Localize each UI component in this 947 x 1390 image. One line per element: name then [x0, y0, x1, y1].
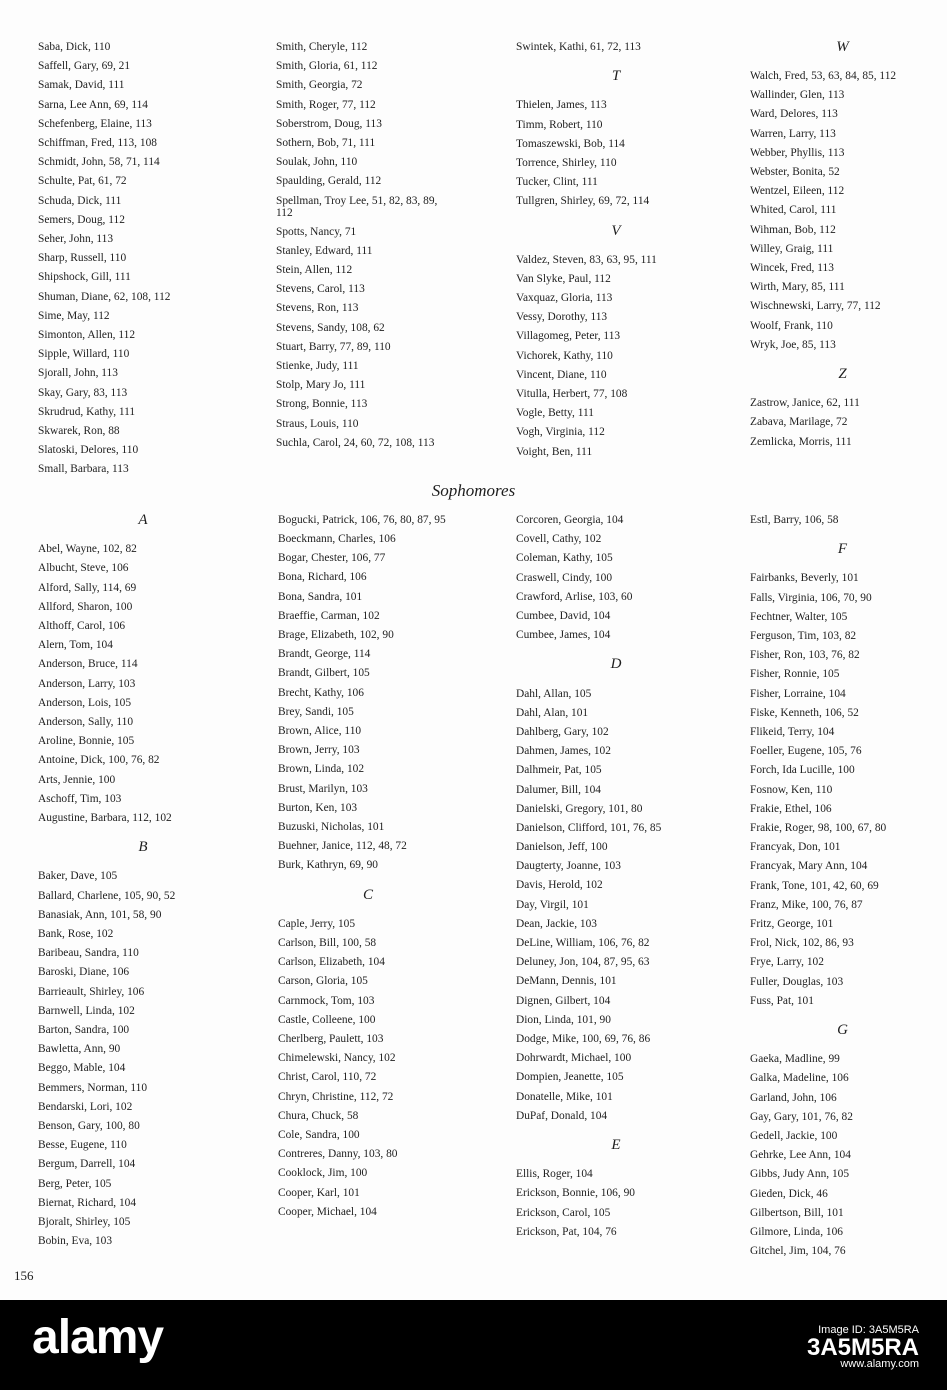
watermark-url: www.alamy.com — [840, 1358, 919, 1370]
index-entry: Baker, Dave, 105 — [38, 870, 118, 883]
index-entry: Francyak, Mary Ann, 104 — [750, 860, 868, 873]
seniors-column-3 — [516, 38, 716, 462]
watermark-text — [807, 1322, 919, 1373]
index-entry: Skay, Gary, 83, 113 — [38, 386, 128, 399]
index-entry: Stevens, Ron, 113 — [276, 302, 359, 315]
index-entry: Schulte, Pat, 61, 72 — [38, 175, 127, 188]
index-entry: Anderson, Larry, 103 — [38, 677, 136, 690]
index-entry: Walch, Fred, 53, 63, 84, 85, 112 — [750, 70, 897, 83]
index-entry: Schmidt, John, 58, 71, 114 — [38, 156, 160, 169]
index-entry: Augustine, Barbara, 112, 102 — [38, 812, 172, 825]
index-entry: Albucht, Steve, 106 — [38, 562, 129, 575]
index-entry: Warren, Larry, 113 — [750, 127, 836, 140]
index-entry: Danielson, Jeff, 100 — [516, 841, 608, 854]
index-entry: Wischnewski, Larry, 77, 112 — [750, 300, 881, 313]
entries-d — [516, 685, 716, 1126]
index-entry: Schuda, Dick, 111 — [38, 194, 122, 207]
index-entry: Brey, Sandi, 105 — [278, 705, 354, 718]
seniors-column-4 — [750, 38, 935, 452]
index-entry: Sharp, Russell, 110 — [38, 252, 127, 265]
index-entry: Brust, Marilyn, 103 — [278, 782, 368, 795]
index-entry: Smith, Cheryle, 112 — [276, 41, 368, 53]
letter-heading-b: B — [138, 839, 148, 856]
index-entry: Bergum, Darrell, 104 — [38, 1158, 136, 1171]
index-entry: Danielski, Gregory, 101, 80 — [516, 802, 643, 815]
index-entry: Cooklock, Jim, 100 — [278, 1167, 368, 1180]
watermark-image-id: 3A5M5RA — [806, 1334, 919, 1361]
index-entry: Gilbertson, Bill, 101 — [750, 1206, 844, 1219]
index-entry: Benson, Gary, 100, 80 — [38, 1120, 140, 1133]
index-entry: Wallinder, Glen, 113 — [750, 89, 845, 102]
index-entry: Bona, Richard, 106 — [278, 571, 367, 584]
index-entry: Cooper, Karl, 101 — [278, 1186, 360, 1199]
index-entry: Dahl, Alan, 101 — [516, 706, 589, 719]
index-entry: Frakie, Roger, 98, 100, 67, 80 — [750, 822, 887, 835]
index-entry: Abel, Wayne, 102, 82 — [38, 543, 137, 556]
letter-heading-f: F — [837, 541, 848, 558]
index-entry: Fiske, Kenneth, 106, 52 — [750, 706, 859, 719]
index-entry: Bemmers, Norman, 110 — [38, 1081, 148, 1094]
index-entry: Besse, Eugene, 110 — [38, 1139, 127, 1152]
entries-s — [516, 38, 716, 57]
index-entry: Schefenberg, Elaine, 113 — [38, 117, 152, 130]
index-entry: Smith, Georgia, 72 — [276, 79, 363, 92]
index-entry: Dalhmeir, Pat, 105 — [516, 764, 602, 777]
index-entry: Anderson, Bruce, 114 — [38, 658, 138, 671]
index-entry: Slatoski, Delores, 110 — [38, 444, 139, 457]
index-entry: Villagomeg, Peter, 113 — [516, 330, 621, 343]
sophomores-column-1 — [38, 511, 248, 1251]
index-entry: Saffell, Gary, 69, 21 — [38, 60, 131, 73]
index-entry: Vogh, Virginia, 112 — [516, 426, 605, 439]
section-title-sophomores: Sophomores — [431, 481, 516, 500]
entries-w — [750, 67, 935, 355]
index-entry: Carlson, Bill, 100, 58 — [278, 937, 377, 950]
index-entry: Gitchel, Jim, 104, 76 — [750, 1245, 846, 1258]
index-entry: Cherlberg, Paulett, 103 — [278, 1033, 384, 1046]
index-entry: Shipshock, Gill, 111 — [38, 271, 131, 284]
index-entry: Valdez, Steven, 83, 63, 95, 111 — [516, 253, 657, 266]
entries-c — [278, 915, 458, 1222]
seniors-column-1 — [38, 38, 248, 480]
entries-a — [38, 540, 248, 828]
index-entry: Fuss, Pat, 101 — [750, 994, 814, 1007]
index-entry: Day, Virgil, 101 — [516, 898, 589, 911]
index-entry: Webber, Phyllis, 113 — [750, 146, 845, 159]
index-entry: Brecht, Kathy, 106 — [278, 686, 364, 699]
index-entry: Fisher, Lorraine, 104 — [750, 687, 846, 700]
index-entry: Timm, Robert, 110 — [516, 118, 603, 131]
entries-b — [38, 867, 248, 1251]
index-entry: Vogle, Betty, 111 — [516, 407, 594, 420]
index-entry: Whited, Carol, 111 — [750, 204, 837, 217]
index-entry: Sime, May, 112 — [38, 309, 110, 322]
index-entry: Caple, Jerry, 105 — [278, 917, 356, 930]
index-entry: Estl, Barry, 106, 58 — [750, 514, 839, 526]
index-entry: Cooper, Michael, 104 — [278, 1205, 377, 1218]
index-entry: Chryn, Christine, 112, 72 — [278, 1090, 394, 1103]
index-entry: Garland, John, 106 — [750, 1091, 837, 1104]
index-entry: DeLine, William, 106, 76, 82 — [516, 937, 650, 950]
index-entry: Zastrow, Janice, 62, 111 — [750, 397, 860, 410]
index-entry: Fairbanks, Beverly, 101 — [750, 572, 859, 585]
index-entry: Ellis, Roger, 104 — [516, 1168, 593, 1181]
index-entry: Chura, Chuck, 58 — [278, 1109, 359, 1122]
index-entry: Stuart, Barry, 77, 89, 110 — [276, 340, 391, 353]
index-entry: Allford, Sharon, 100 — [38, 600, 133, 613]
index-entry: Galka, Madeline, 106 — [750, 1072, 849, 1085]
index-entry: Smith, Gloria, 61, 112 — [276, 60, 378, 73]
index-entry: Vaxquaz, Gloria, 113 — [516, 292, 613, 304]
index-entry: Schiffman, Fred, 113, 108 — [38, 137, 157, 150]
letter-heading-e: E — [611, 1137, 621, 1154]
index-entry: Covell, Cathy, 102 — [516, 533, 602, 546]
index-entry: Skrudrud, Kathy, 111 — [38, 405, 136, 418]
index-entry: Alern, Tom, 104 — [38, 639, 113, 652]
seniors-column-2 — [276, 38, 451, 453]
index-entry: Ballard, Charlene, 105, 90, 52 — [38, 889, 176, 902]
index-entry: Gaeka, Madline, 99 — [750, 1053, 840, 1066]
letter-heading-g: G — [837, 1022, 848, 1039]
index-entry: Dohrwardt, Michael, 100 — [516, 1052, 632, 1065]
index-entry: Torrence, Shirley, 110 — [516, 157, 617, 169]
index-entry: Chimelewski, Nancy, 102 — [278, 1052, 396, 1065]
index-entry: Ward, Delores, 113 — [750, 108, 838, 121]
page-number: 156 — [14, 1268, 34, 1283]
index-entry: Fuller, Douglas, 103 — [750, 975, 844, 988]
index-entry: Strong, Bonnie, 113 — [276, 398, 368, 411]
index-entry: Dion, Linda, 101, 90 — [516, 1013, 611, 1026]
index-entry: Bank, Rose, 102 — [38, 928, 114, 941]
index-entry: Stevens, Carol, 113 — [276, 283, 365, 296]
index-entry: Buehner, Janice, 112, 48, 72 — [278, 840, 407, 853]
index-entry: Zabava, Marilage, 72 — [750, 416, 848, 429]
index-entry: Baribeau, Sandra, 110 — [38, 947, 139, 960]
index-entry: Wihman, Bob, 112 — [750, 223, 836, 236]
index-entry: Brandt, Gilbert, 105 — [278, 667, 370, 680]
index-entry: Wryk, Joe, 85, 113 — [750, 338, 836, 351]
index-entry: Spaulding, Gerald, 112 — [276, 175, 382, 188]
index-entry: Biernat, Richard, 104 — [38, 1196, 137, 1209]
index-entry: Stolp, Mary Jo, 111 — [276, 379, 366, 392]
index-entry: Coleman, Kathy, 105 — [516, 552, 613, 565]
sophomores-column-4 — [750, 511, 935, 1261]
index-entry: Fechtner, Walter, 105 — [750, 610, 848, 623]
letter-heading-t: T — [611, 68, 621, 85]
index-entry: Erickson, Pat, 104, 76 — [516, 1225, 617, 1238]
entries-f — [750, 569, 935, 1011]
letter-heading-c: C — [362, 886, 373, 903]
index-entry: Vichorek, Kathy, 110 — [516, 349, 613, 362]
entries-e-cont — [750, 511, 935, 530]
index-entry: Franz, Mike, 100, 76, 87 — [750, 898, 863, 911]
index-entry: Cumbee, James, 104 — [516, 629, 611, 642]
index-entry: Bona, Sandra, 101 — [278, 590, 363, 603]
index-entry: Gay, Gary, 101, 76, 82 — [750, 1110, 853, 1123]
index-entry: Soberstrom, Doug, 113 — [276, 117, 382, 130]
index-entry: Foeller, Eugene, 105, 76 — [750, 745, 862, 758]
index-entry: Vessy, Dorothy, 113 — [516, 311, 608, 324]
index-entry: Voight, Ben, 111 — [516, 445, 593, 458]
index-entry: Brage, Elizabeth, 102, 90 — [278, 629, 394, 642]
letter-heading-d: D — [610, 656, 622, 673]
index-entry: Barton, Sandra, 100 — [38, 1024, 130, 1037]
letter-heading-w: W — [836, 39, 849, 55]
index-entry: Sjorall, John, 113 — [38, 367, 118, 380]
index-entry: Dahlberg, Gary, 102 — [516, 726, 609, 739]
index-entry: Davis, Herold, 102 — [516, 879, 603, 892]
index-entry: Cumbee, David, 104 — [516, 610, 611, 623]
index-entry: Stienke, Judy, 111 — [276, 360, 359, 373]
index-entry: Burk, Kathryn, 69, 90 — [278, 859, 378, 872]
index-entry: Corcoren, Georgia, 104 — [516, 514, 624, 526]
index-entry: Smith, Roger, 77, 112 — [276, 98, 376, 111]
index-entry: Flikeid, Terry, 104 — [750, 726, 835, 739]
index-entry: Vincent, Diane, 110 — [516, 368, 607, 381]
index-entry: Anderson, Sally, 110 — [38, 716, 134, 729]
index-entry: Craswell, Cindy, 100 — [516, 571, 613, 584]
index-entry: Wincek, Fred, 113 — [750, 262, 834, 275]
index-entry: Berg, Peter, 105 — [38, 1177, 112, 1190]
entries-z — [750, 394, 935, 452]
index-entry: Tullgren, Shirley, 69, 72, 114 — [516, 195, 650, 208]
index-entry: Wentzel, Eileen, 112 — [750, 185, 845, 198]
entries-b-cont — [278, 511, 458, 876]
index-entry: Beggo, Mable, 104 — [38, 1062, 126, 1075]
index-entry: Woolf, Frank, 110 — [750, 319, 833, 332]
index-entry: Contreres, Danny, 103, 80 — [278, 1148, 398, 1161]
index-entry: Straus, Louis, 110 — [276, 417, 359, 430]
index-entry: Samak, David, 111 — [38, 79, 125, 92]
index-entry: Deluney, Jon, 104, 87, 95, 63 — [516, 956, 650, 969]
sophomores-column-3 — [516, 511, 716, 1242]
index-entry: Simonton, Allen, 112 — [38, 329, 136, 342]
index-entry: Fosnow, Ken, 110 — [750, 783, 833, 796]
index-entry: Swintek, Kathi, 61, 72, 113 — [516, 41, 641, 53]
index-entry: Bawletta, Ann, 90 — [38, 1043, 121, 1056]
index-entry: Willey, Graig, 111 — [750, 242, 834, 255]
index-entry: Danielson, Clifford, 101, 76, 85 — [516, 822, 662, 835]
entries-c-cont — [516, 511, 716, 645]
index-entry: Saba, Dick, 110 — [38, 41, 111, 53]
entries-g — [750, 1050, 935, 1261]
index-entry: Crawford, Arlise, 103, 60 — [516, 590, 633, 603]
index-entry: Wirth, Mary, 85, 111 — [750, 281, 845, 294]
index-entry: Suchla, Carol, 24, 60, 72, 108, 113 — [276, 436, 435, 449]
index-entry: Donatelle, Mike, 101 — [516, 1090, 613, 1103]
index-entry: Burton, Ken, 103 — [278, 801, 358, 814]
index-entry: Brown, Alice, 110 — [278, 725, 362, 738]
index-entry: Carnmock, Tom, 103 — [278, 994, 375, 1007]
index-entry: Christ, Carol, 110, 72 — [278, 1071, 377, 1084]
index-entry: Erickson, Bonnie, 106, 90 — [516, 1187, 635, 1200]
index-entry: Boeckmann, Charles, 106 — [278, 533, 396, 545]
index-entry: Barnwell, Linda, 102 — [38, 1004, 135, 1017]
letter-heading-v: V — [611, 222, 621, 239]
index-entry: Spotts, Nancy, 71 — [276, 225, 357, 238]
index-entry: DuPaf, Donald, 104 — [516, 1109, 608, 1122]
index-entry: Francyak, Don, 101 — [750, 841, 841, 854]
index-entry: Fisher, Ronnie, 105 — [750, 668, 840, 681]
letter-heading-z: Z — [838, 366, 847, 383]
index-entry: Dignen, Gilbert, 104 — [516, 994, 611, 1007]
index-entry: Falls, Virginia, 106, 70, 90 — [750, 591, 872, 604]
index-entry: Skwarek, Ron, 88 — [38, 425, 120, 438]
index-entry: Sipple, Willard, 110 — [38, 348, 130, 361]
index-entry: Aschoff, Tim, 103 — [38, 792, 122, 805]
letter-heading-a: A — [138, 512, 148, 528]
index-entry: Brandt, George, 114 — [278, 648, 371, 661]
index-entry: Anderson, Lois, 105 — [38, 696, 132, 709]
index-entry: Sarna, Lee Ann, 69, 114 — [38, 98, 148, 111]
index-entry: Ferguson, Tim, 103, 82 — [750, 630, 857, 642]
index-entry: Arts, Jennie, 100 — [38, 773, 116, 786]
index-entry: Gehrke, Lee Ann, 104 — [750, 1149, 851, 1162]
index-entry: Banasiak, Ann, 101, 58, 90 — [38, 908, 162, 921]
watermark-image-id-label: Image ID: 3A5M5RA — [818, 1324, 919, 1336]
index-entry: Dalumer, Bill, 104 — [516, 783, 601, 796]
index-entry: Bogar, Chester, 106, 77 — [278, 552, 386, 565]
index-entry: Stanley, Edward, 111 — [276, 244, 373, 257]
entries-t — [516, 96, 716, 211]
index-entry: Brown, Linda, 102 — [278, 763, 365, 776]
index-entry: Bogucki, Patrick, 106, 76, 80, 87, 95 — [278, 514, 446, 526]
index-entry: Semers, Doug, 112 — [38, 213, 125, 226]
index-entry: Small, Barbara, 113 — [38, 463, 129, 476]
index-entry: Spellman, Troy Lee, 51, 82, 83, 89, 112 — [276, 194, 438, 219]
index-entry: Tucker, Clint, 111 — [516, 176, 598, 189]
index-entry: Althoff, Carol, 106 — [38, 620, 126, 632]
index-entry: Cole, Sandra, 100 — [278, 1129, 360, 1142]
index-entry: Tomaszewski, Bob, 114 — [516, 137, 625, 150]
index-entry: Frakie, Ethel, 106 — [750, 802, 832, 815]
entries-v — [516, 251, 716, 462]
index-entry: Daugterty, Joanne, 103 — [516, 860, 621, 873]
index-entry: Dahmen, James, 102 — [516, 745, 611, 758]
index-entry: Erickson, Carol, 105 — [516, 1206, 611, 1219]
sophomores-column-2 — [278, 511, 458, 1222]
index-entry: Zemlicka, Morris, 111 — [750, 435, 852, 448]
index-entry: Gieden, Dick, 46 — [750, 1187, 828, 1200]
index-entry: Soulak, John, 110 — [276, 156, 358, 169]
index-entry: Buzuski, Nicholas, 101 — [278, 821, 385, 834]
index-entry: Dahl, Allan, 105 — [516, 687, 592, 700]
index-entry: Frank, Tone, 101, 42, 60, 69 — [750, 879, 879, 892]
index-entry: Fisher, Ron, 103, 76, 82 — [750, 649, 860, 662]
index-entry: Gibbs, Judy Ann, 105 — [750, 1168, 850, 1181]
index-entry: Sothern, Bob, 71, 111 — [276, 137, 376, 150]
index-entry: Bjoralt, Shirley, 105 — [38, 1216, 131, 1229]
index-entry: DeMann, Dennis, 101 — [516, 975, 617, 988]
index-entry: Seher, John, 113 — [38, 233, 114, 246]
index-entry: Van Slyke, Paul, 112 — [516, 272, 611, 285]
index-entry: Dean, Jackie, 103 — [516, 917, 597, 930]
index-entry: Shuman, Diane, 62, 108, 112 — [38, 290, 171, 303]
entries-e — [516, 1165, 716, 1242]
index-entry: Fritz, George, 101 — [750, 918, 834, 931]
index-entry: Stevens, Sandy, 108, 62 — [276, 321, 385, 334]
index-entry: Castle, Colleene, 100 — [278, 1013, 376, 1026]
index-entry: Gilmore, Linda, 106 — [750, 1226, 844, 1239]
index-entry: Bobin, Eva, 103 — [38, 1235, 113, 1248]
index-entry: Frye, Larry, 102 — [750, 956, 824, 969]
index-entry: Baroski, Diane, 106 — [38, 966, 130, 979]
index-entry: Barrieault, Shirley, 106 — [38, 985, 145, 998]
index-entry: Antoine, Dick, 100, 76, 82 — [38, 754, 160, 767]
index-entry: Frol, Nick, 102, 86, 93 — [750, 937, 854, 950]
index-entry: Carlson, Elizabeth, 104 — [278, 956, 385, 969]
index-entry: Stein, Allen, 112 — [276, 264, 353, 277]
index-entry: Gedell, Jackie, 100 — [750, 1130, 838, 1143]
index-entry: Forch, Ida Lucille, 100 — [750, 764, 855, 777]
index-entry: Thielen, James, 113 — [516, 99, 607, 112]
index-entry: Bendarski, Lori, 102 — [38, 1100, 133, 1113]
index-entry: Dodge, Mike, 100, 69, 76, 86 — [516, 1033, 651, 1046]
index-entry: Brown, Jerry, 103 — [278, 744, 360, 757]
index-entry: Dompien, Jeanette, 105 — [516, 1071, 624, 1084]
index-entry: Vitulla, Herbert, 77, 108 — [516, 388, 628, 401]
index-entry: Braeffie, Carman, 102 — [278, 609, 380, 622]
index-entry: Alford, Sally, 114, 69 — [38, 581, 137, 594]
index-entry: Webster, Bonita, 52 — [750, 166, 840, 178]
index-entry: Carson, Gloria, 105 — [278, 975, 368, 988]
index-entry: Aroline, Bonnie, 105 — [38, 735, 135, 748]
watermark-logo: alamy — [32, 1311, 164, 1364]
